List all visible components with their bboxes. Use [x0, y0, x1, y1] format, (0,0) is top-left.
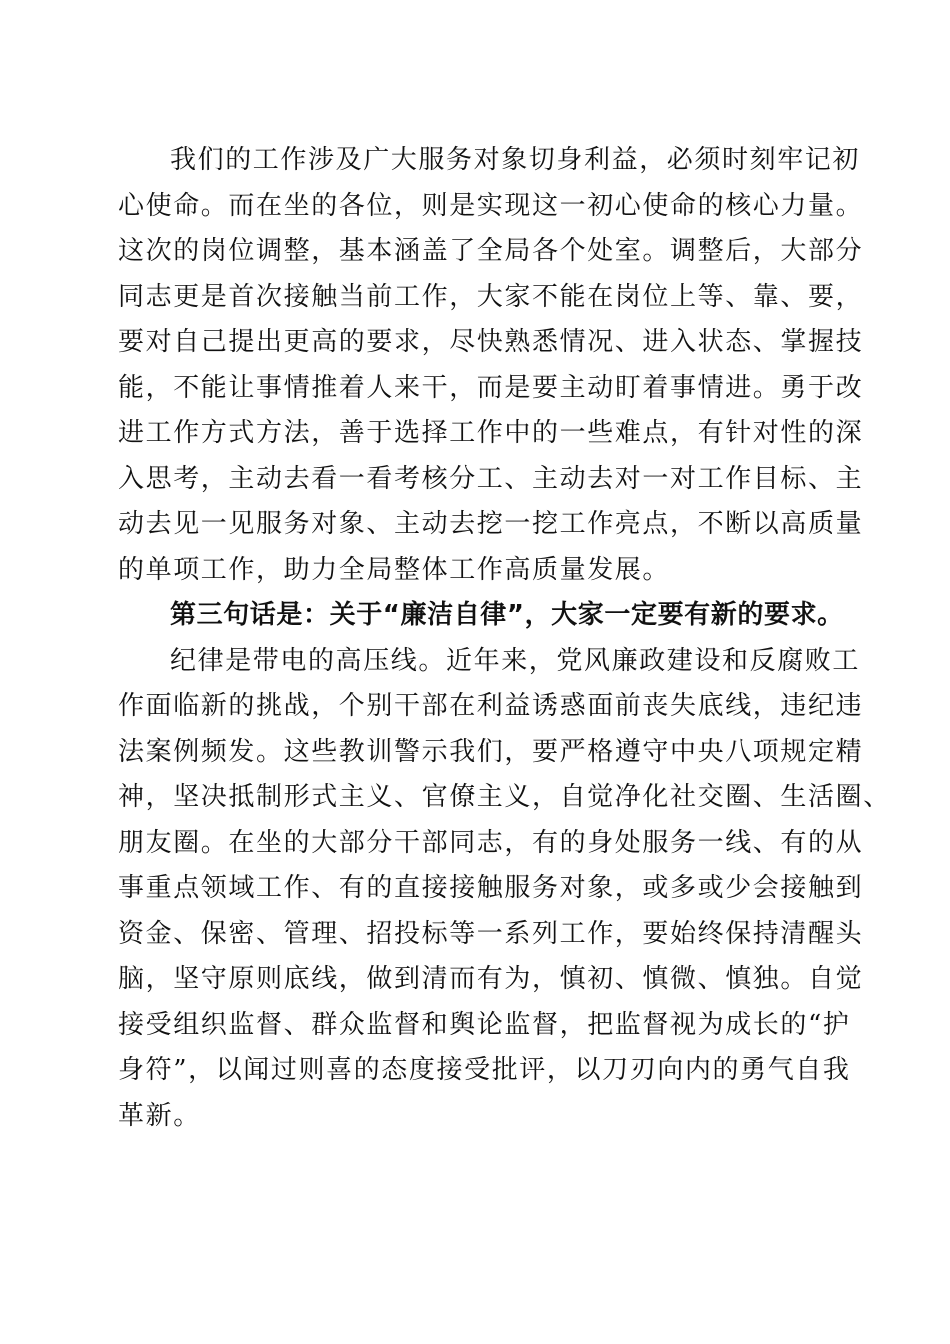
paragraph-line: 法案例频发。这些教训警示我们，要严格遵守中央八项规定精: [118, 736, 864, 767]
paragraph-line: 进工作方式方法，善于选择工作中的一些难点，有针对性的深: [118, 418, 864, 448]
paragraph-line: 入思考，主动去看一看考核分工、主动去对一对工作目标、主: [118, 463, 864, 494]
paragraph-line: 我们的工作涉及广大服务对象切身利益，必须时刻牢记初: [170, 145, 861, 175]
document-body: [118, 138, 891, 1139]
paragraph-commitment: [118, 138, 864, 593]
paragraph-line: 同志更是首次接触当前工作，大家不能在岗位上等、靠、要，: [118, 281, 864, 312]
paragraph-line: 纪律是带电的高压线。近年来，党风廉政建设和反腐败工: [170, 645, 861, 676]
paragraph-line: 神，坚决抵制形式主义、官僚主义，自觉净化社交圈、生活圈、: [118, 782, 891, 812]
paragraph-line: 朋友圈。在坐的大部分干部同志，有的身处服务一线、有的从: [118, 827, 864, 858]
paragraph-line: 心使命。而在坐的各位，则是实现这一初心使命的核心力量。: [118, 190, 864, 221]
paragraph-line: 接受组织监督、群众监督和舆论监督，把监督视为成长的“护: [118, 1009, 851, 1040]
paragraph-discipline: [118, 639, 891, 1140]
paragraph-line: 身符”，以闻过则喜的态度接受批评，以刀刃向内的勇气自我: [118, 1055, 851, 1085]
section-heading: 第三句话是：关于“廉洁自律”，大家一定要有新的要求。: [170, 600, 844, 630]
paragraph-line: 作面临新的挑战，个别干部在利益诱惑面前丧失底线，违纪违: [118, 691, 864, 721]
paragraph-line: 革新。: [118, 1100, 201, 1131]
paragraph-line: 这次的岗位调整，基本涵盖了全局各个处室。调整后，大部分: [118, 236, 864, 266]
paragraph-line: 动去见一见服务对象、主动去挖一挖工作亮点，不断以高质量: [118, 509, 864, 539]
paragraph-line: 资金、保密、管理、招投标等一系列工作，要始终保持清醒头: [118, 918, 864, 949]
paragraph-line: 脑，坚守原则底线，做到清而有为，慎初、慎微、慎独。自觉: [118, 964, 864, 994]
paragraph-line: 要对自己提出更高的要求，尽快熟悉情况、进入状态、掌握技: [118, 327, 864, 357]
paragraph-line: 的单项工作，助力全局整体工作高质量发展。: [118, 554, 671, 585]
paragraph-line: 能，不能让事情推着人来干，而是要主动盯着事情进。勇于改: [118, 372, 864, 403]
paragraph-line: 事重点领域工作、有的直接接触服务对象，或多或少会接触到: [118, 873, 864, 903]
